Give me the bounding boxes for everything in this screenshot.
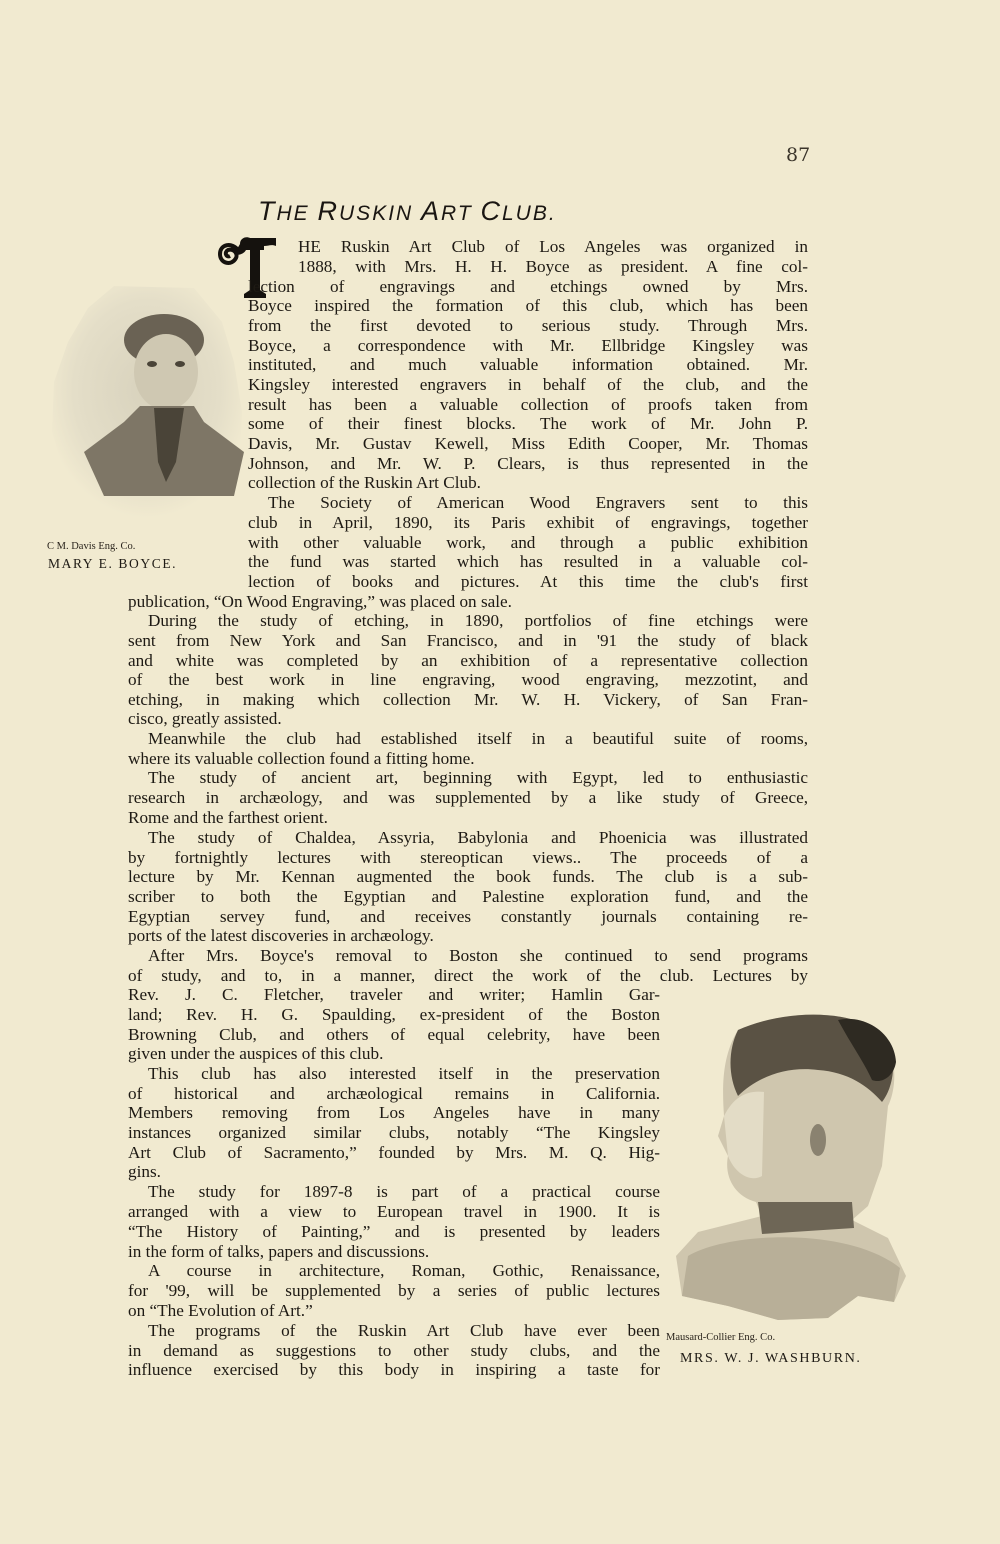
text-line: sent from New York and San Francisco, and in '91 the study of black [128, 631, 808, 650]
title-part: RT [441, 202, 481, 225]
text-line: The Society of American Wood Engravers sent to this [268, 493, 808, 512]
text-line: by fortnightly lectures with stereoptican views.. The proceeds of a [128, 848, 808, 867]
text-line: Davis, Mr. Gustav Kewell, Miss Edith Cooper, Mr. Thomas [248, 434, 808, 453]
text-line: 1888, with Mrs. H. H. Boyce as president. A fine col- [298, 257, 808, 276]
text-line: lecture by Mr. Kennan augmented the book funds. The club is a sub- [128, 867, 808, 886]
text-line: collection of the Ruskin Art Club. [248, 473, 481, 492]
text-line: Boyce inspired the formation of this club, which has been [248, 296, 808, 315]
text-line: some of their finest blocks. The work of Mr. John P. [248, 414, 808, 433]
text-line: in the form of talks, papers and discussions. [128, 1242, 430, 1261]
text-line: scriber to both the Egyptian and Palestine exploration fund, and the [128, 887, 808, 906]
text-line: During the study of etching, in 1890, portfolios of fine etchings were [148, 611, 808, 630]
portrait-caption: MARY E. BOYCE. [48, 556, 178, 571]
text-line: on “The Evolution of Art.” [128, 1301, 313, 1320]
text-line: A course in architecture, Roman, Gothic, Renaissance, [148, 1261, 660, 1280]
text-line: Browning Club, and others of equal celebrity, have been [128, 1025, 660, 1044]
title-part: A [421, 196, 442, 226]
text-line: the fund was started which has resulted in a valuable col- [248, 552, 808, 571]
title-part: USKIN [339, 202, 422, 225]
text-line: from the first devoted to serious study. Through Mrs. [248, 316, 808, 335]
text-line: for '99, will be supplemented by a series of public lectures [128, 1281, 660, 1300]
text-line: The programs of the Ruskin Art Club have ever been [148, 1321, 660, 1340]
title-part: HE [276, 202, 318, 225]
text-line: Johnson, and Mr. W. P. Clears, is thus represented in the [248, 454, 808, 473]
text-line: of historical and archæological remains in California. [128, 1084, 660, 1103]
title-part: LUB. [502, 202, 557, 225]
text-line: HE Ruskin Art Club of Los Angeles was organized in [298, 237, 808, 256]
portrait-caption: MRS. W. J. WASHBURN. [680, 1351, 862, 1366]
text-line: of study, and to, in a manner, direct the work of the club. Lectures by [128, 966, 808, 985]
text-line: instituted, and much valuable information obtained. Mr. [248, 355, 808, 374]
text-line: ports of the latest discoveries in archæology. [128, 926, 434, 945]
text-line: lection of books and pictures. At this time the club's first [248, 572, 808, 591]
text-line: arranged with a view to European travel in 1900. It is [128, 1202, 660, 1221]
title-part: R [317, 196, 340, 226]
text-line: instances organized similar clubs, notably “The Kingsley [128, 1123, 660, 1142]
article-title [258, 196, 718, 227]
text-line: Art Club of Sacramento,” founded by Mrs. M. Q. Hig- [128, 1143, 660, 1162]
text-line: of the best work in line engraving, wood engraving, mezzotint, and [128, 670, 808, 689]
text-line: The study for 1897-8 is part of a practical course [148, 1182, 660, 1201]
text-line: publication, “On Wood Engraving,” was placed on sale. [128, 592, 512, 611]
text-line: influence exercised by this body in inspiring a taste for [128, 1360, 660, 1379]
text-line: Rome and the farthest orient. [128, 808, 328, 827]
text-line: cisco, greatly assisted. [128, 709, 282, 728]
engraver-credit: Mausard-Collier Eng. Co. [666, 1332, 776, 1343]
text-line: lection of engravings and etchings owned by Mrs. [248, 277, 808, 296]
text-line: etching, in making which collection Mr. W. H. Vickery, of San Fran- [128, 690, 808, 709]
text-line: in demand as suggestions to other study clubs, and the [128, 1341, 660, 1360]
text-line: Kingsley interested engravers in behalf of the club, and the [248, 375, 808, 394]
text-line: After Mrs. Boyce's removal to Boston she continued to send programs [148, 946, 808, 965]
text-line: The study of ancient art, beginning with Egypt, led to enthusiastic [148, 768, 808, 787]
text-line: with other valuable work, and through a public exhibition [248, 533, 808, 552]
text-line: given under the auspices of this club. [128, 1044, 384, 1063]
text-line: club in April, 1890, its Paris exhibit of engravings, together [248, 513, 808, 532]
text-line: Egyptian servey fund, and receives constantly journals containing re- [128, 907, 808, 926]
text-line: Boyce, a correspondence with Mr. Ellbridge Kingsley was [248, 336, 808, 355]
text-line: The study of Chaldea, Assyria, Babylonia and Phoenicia was illustrated [148, 828, 808, 847]
page-number: 87 [786, 144, 811, 166]
text-line: Meanwhile the club had established itself in a beautiful suite of rooms, [148, 729, 808, 748]
text-line: land; Rev. H. G. Spaulding, ex-president of the Boston [128, 1005, 660, 1024]
text-line: Members removing from Los Angeles have in many [128, 1103, 660, 1122]
text-line: This club has also interested itself in the preservation [148, 1064, 660, 1083]
title-part: T [258, 196, 277, 226]
engraver-credit: C M. Davis Eng. Co. [47, 541, 136, 552]
title-part: C [480, 196, 502, 226]
text-line: and white was completed by an exhibition of a representative collection [128, 651, 808, 670]
portrait-mary-boyce [44, 282, 258, 522]
text-line: Rev. J. C. Fletcher, traveler and writer; Hamlin Gar- [128, 985, 660, 1004]
text-line: “The History of Painting,” and is presented by leaders [128, 1222, 660, 1241]
text-line: where its valuable collection found a fitting home. [128, 749, 475, 768]
portrait-mrs-washburn [668, 1006, 912, 1322]
text-line: result has been a valuable collection of proofs taken from [248, 395, 808, 414]
text-line: research in archæology, and was supplemented by a like study of Greece, [128, 788, 808, 807]
text-line: gins. [128, 1162, 161, 1181]
